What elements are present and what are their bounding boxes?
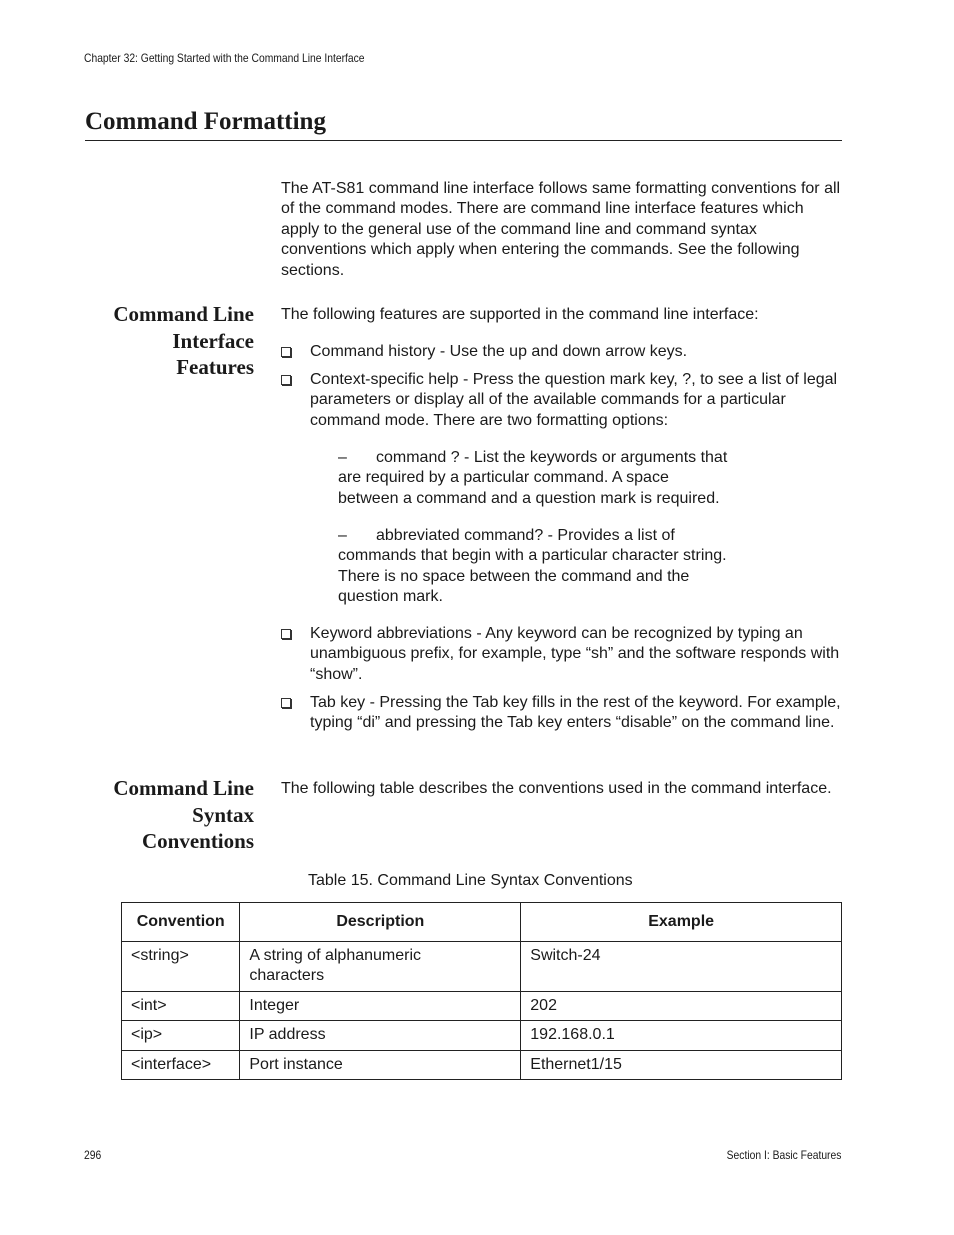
- heading-line: Features: [176, 355, 254, 379]
- checkbox-bullet-icon: [281, 347, 291, 357]
- sub-list-item: [338, 448, 758, 509]
- table-cell: Integer: [240, 991, 521, 1020]
- sub-item-line: commands that begin with a particular character string.: [338, 547, 727, 565]
- sub-item-first-line: [338, 448, 758, 468]
- list-item: [281, 370, 841, 431]
- table-cell: 192.168.0.1: [521, 1021, 842, 1050]
- table-cell: <interface>: [122, 1050, 240, 1079]
- list-item: [281, 624, 841, 685]
- table-row: [122, 1021, 842, 1050]
- features-lead: The following features are supported in the command line interface:: [281, 306, 759, 323]
- syntax-lead: The following table describes the conventions used in the command interface.: [281, 780, 832, 797]
- table-row: [122, 942, 842, 992]
- sub-item-first-line: [338, 526, 758, 546]
- list-item-text: Tab key - Pressing the Tab key fills in the rest of the keyword. For example, typing “di” and pressing the Tab key enters “disable” on the command line.: [310, 694, 841, 732]
- list-item: [281, 342, 841, 362]
- table-cell: A string of alphanumeric characters: [240, 942, 521, 992]
- table-caption: Table 15. Command Line Syntax Conventions: [308, 872, 633, 889]
- sub-item-line: There is no space between the command and the: [338, 567, 690, 585]
- heading-line: Command Line: [113, 302, 254, 326]
- heading-line: Syntax: [192, 802, 254, 827]
- checkbox-bullet-icon: [281, 375, 291, 385]
- sub-list-item: [338, 526, 758, 608]
- column-header: Description: [240, 903, 521, 942]
- table-cell: <string>: [122, 942, 240, 992]
- list-item-text: Command history - Use the up and down arrow keys.: [310, 343, 688, 360]
- table-row: [122, 991, 842, 1020]
- dash-icon: –: [338, 449, 347, 466]
- page-title: Command Formatting: [85, 108, 326, 135]
- section-heading-features: [54, 301, 254, 381]
- table-cell: <ip>: [122, 1021, 240, 1050]
- running-header: Chapter 32: Getting Started with the Command Line Interface: [84, 51, 365, 65]
- title-rule: [85, 140, 842, 141]
- column-header: Example: [521, 903, 842, 942]
- heading-line: Interface: [172, 328, 254, 353]
- conventions-table: [121, 902, 842, 1080]
- table-cell: 202: [521, 991, 842, 1020]
- list-item-text: Context-specific help - Press the question mark key, ?, to see a list of legal parameters or display all of the available commands for a particular command mode. There are two formatting options:: [310, 371, 838, 429]
- table-header-row: [122, 903, 842, 942]
- heading-line: Command Line: [113, 776, 254, 800]
- sub-item-line: are required by a particular command. A space: [338, 469, 669, 487]
- column-header: Convention: [122, 903, 240, 942]
- sub-item-text: command ? - List the keywords or arguments that: [376, 449, 728, 466]
- footer-section: Section I: Basic Features: [726, 1148, 841, 1162]
- sub-item-line: question mark.: [338, 588, 443, 606]
- list-item-text: Keyword abbreviations - Any keyword can be recognized by typing an unambiguous prefix, for example, type “sh” and the software responds with “show”.: [310, 625, 840, 683]
- list-item: [281, 693, 841, 734]
- checkbox-bullet-icon: [281, 629, 291, 639]
- table-cell: IP address: [240, 1021, 521, 1050]
- intro-paragraph: The AT-S81 command line interface follows same formatting conventions for all of the command modes. There are command line interface features which apply to the general use of the command line and command syntax conventions which apply when entering the commands. See the following sections.: [281, 180, 841, 279]
- table-cell: <int>: [122, 991, 240, 1020]
- page-number: 296: [84, 1148, 102, 1162]
- sub-item-text: abbreviated command? - Provides a list of: [376, 527, 675, 544]
- table-row: [122, 1050, 842, 1079]
- table-cell: Ethernet1/15: [521, 1050, 842, 1079]
- checkbox-bullet-icon: [281, 698, 291, 708]
- heading-line: Conventions: [141, 829, 254, 853]
- sub-item-line: between a command and a question mark is required.: [338, 489, 720, 507]
- dash-icon: –: [338, 527, 347, 544]
- table-cell: Switch-24: [521, 942, 842, 992]
- table-cell: Port instance: [240, 1050, 521, 1079]
- section-heading-syntax: [54, 775, 254, 855]
